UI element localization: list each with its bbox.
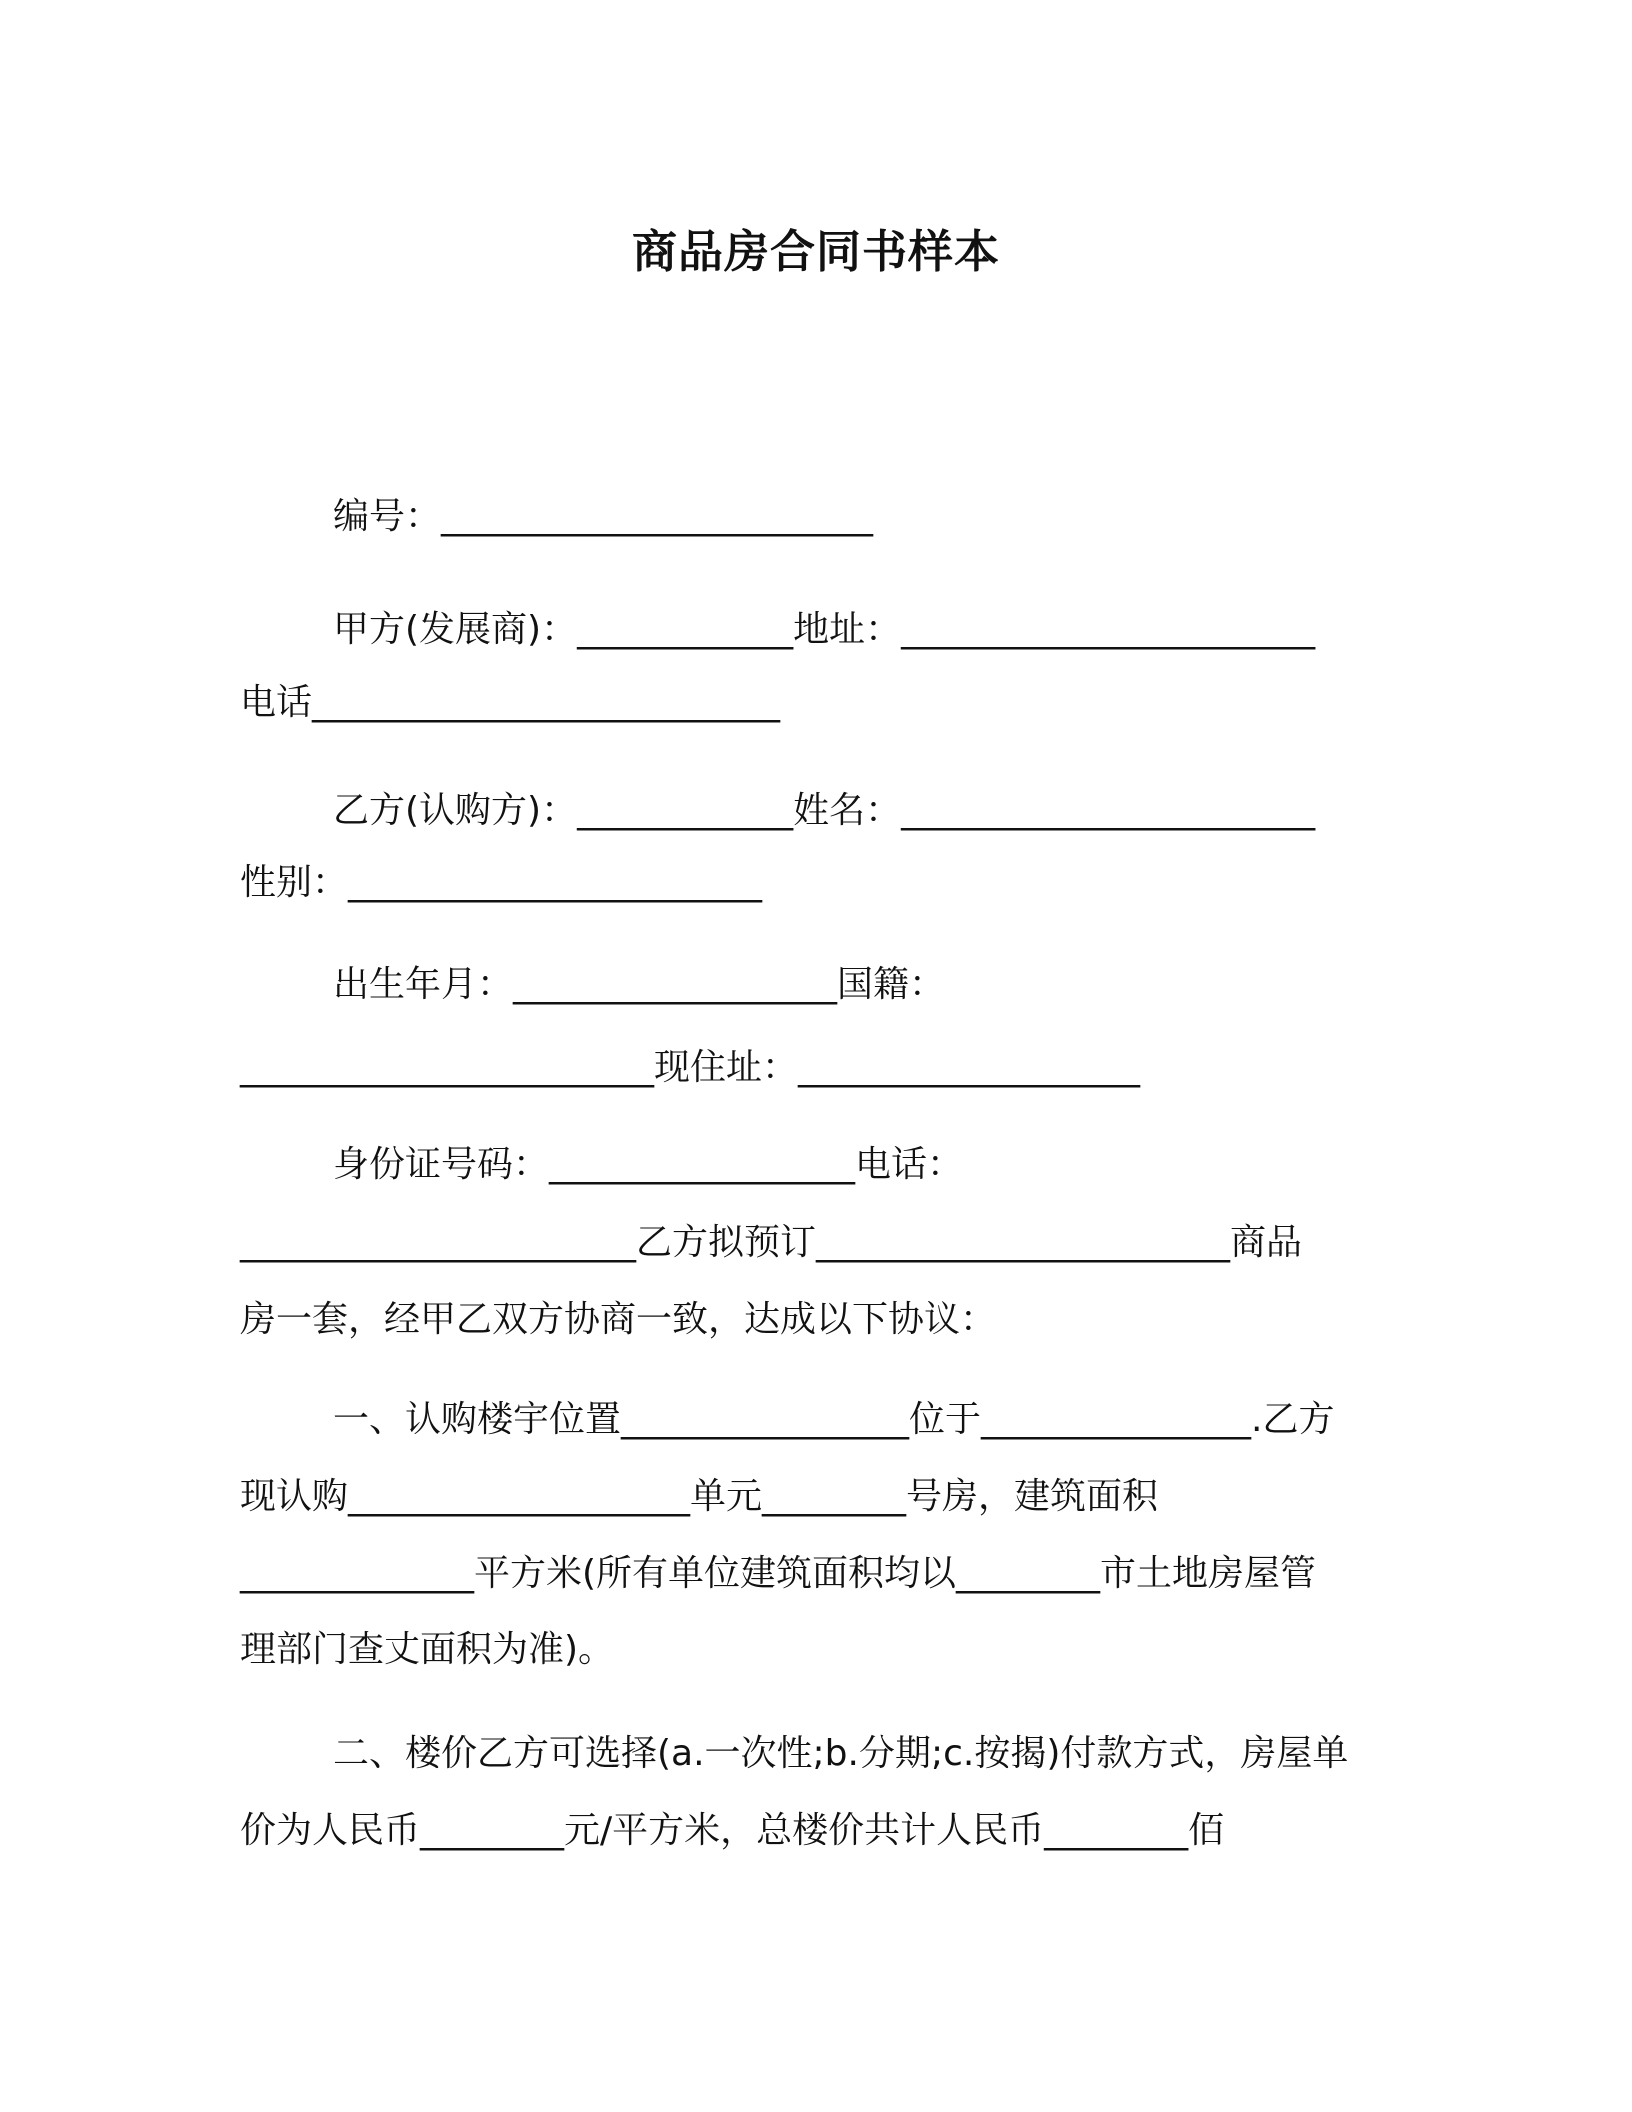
clause-one-line-4: 理部门查丈面积为准)。 — [240, 1629, 615, 1670]
reserve-property-line: ______________________乙方拟预订_______________________商品 — [240, 1222, 1303, 1263]
party-b-purchaser-line: 乙方(认购方)：____________姓名：_______________________ — [333, 790, 1316, 831]
birth-date-nationality-line: 出生年月：__________________国籍： — [333, 964, 946, 1005]
clause-one-line-2: 现认购___________________单元________号房，建筑面积 — [240, 1476, 1159, 1517]
id-number-phone-line: 身份证号码：_________________电话： — [333, 1144, 964, 1185]
current-address-line: _______________________现住址：___________________ — [240, 1047, 1141, 1088]
party-b-gender-line: 性别：_______________________ — [240, 862, 763, 903]
clause-two-line-2: 价为人民币________元/平方米，总楼价共计人民币________佰 — [240, 1810, 1225, 1851]
agreement-intro-line: 房一套，经甲乙双方协商一致，达成以下协议： — [240, 1299, 997, 1340]
party-a-developer-line: 甲方(发展商)：____________地址：_______________________ — [333, 609, 1316, 650]
contract-number-line: 编号：________________________ — [333, 496, 874, 537]
clause-two-line-1: 二、楼价乙方可选择(a.一次性;b.分期;c.按揭)付款方式，房屋单 — [333, 1733, 1349, 1774]
clause-one-line-3: _____________平方米(所有单位建筑面积均以________市土地房屋管 — [240, 1553, 1317, 1594]
document-title: 商品房合同书样本 — [631, 225, 1000, 278]
party-a-phone-line: 电话__________________________ — [240, 682, 780, 723]
clause-one-line-1: 一、认购楼宇位置________________位于_______________.乙方 — [333, 1399, 1335, 1440]
